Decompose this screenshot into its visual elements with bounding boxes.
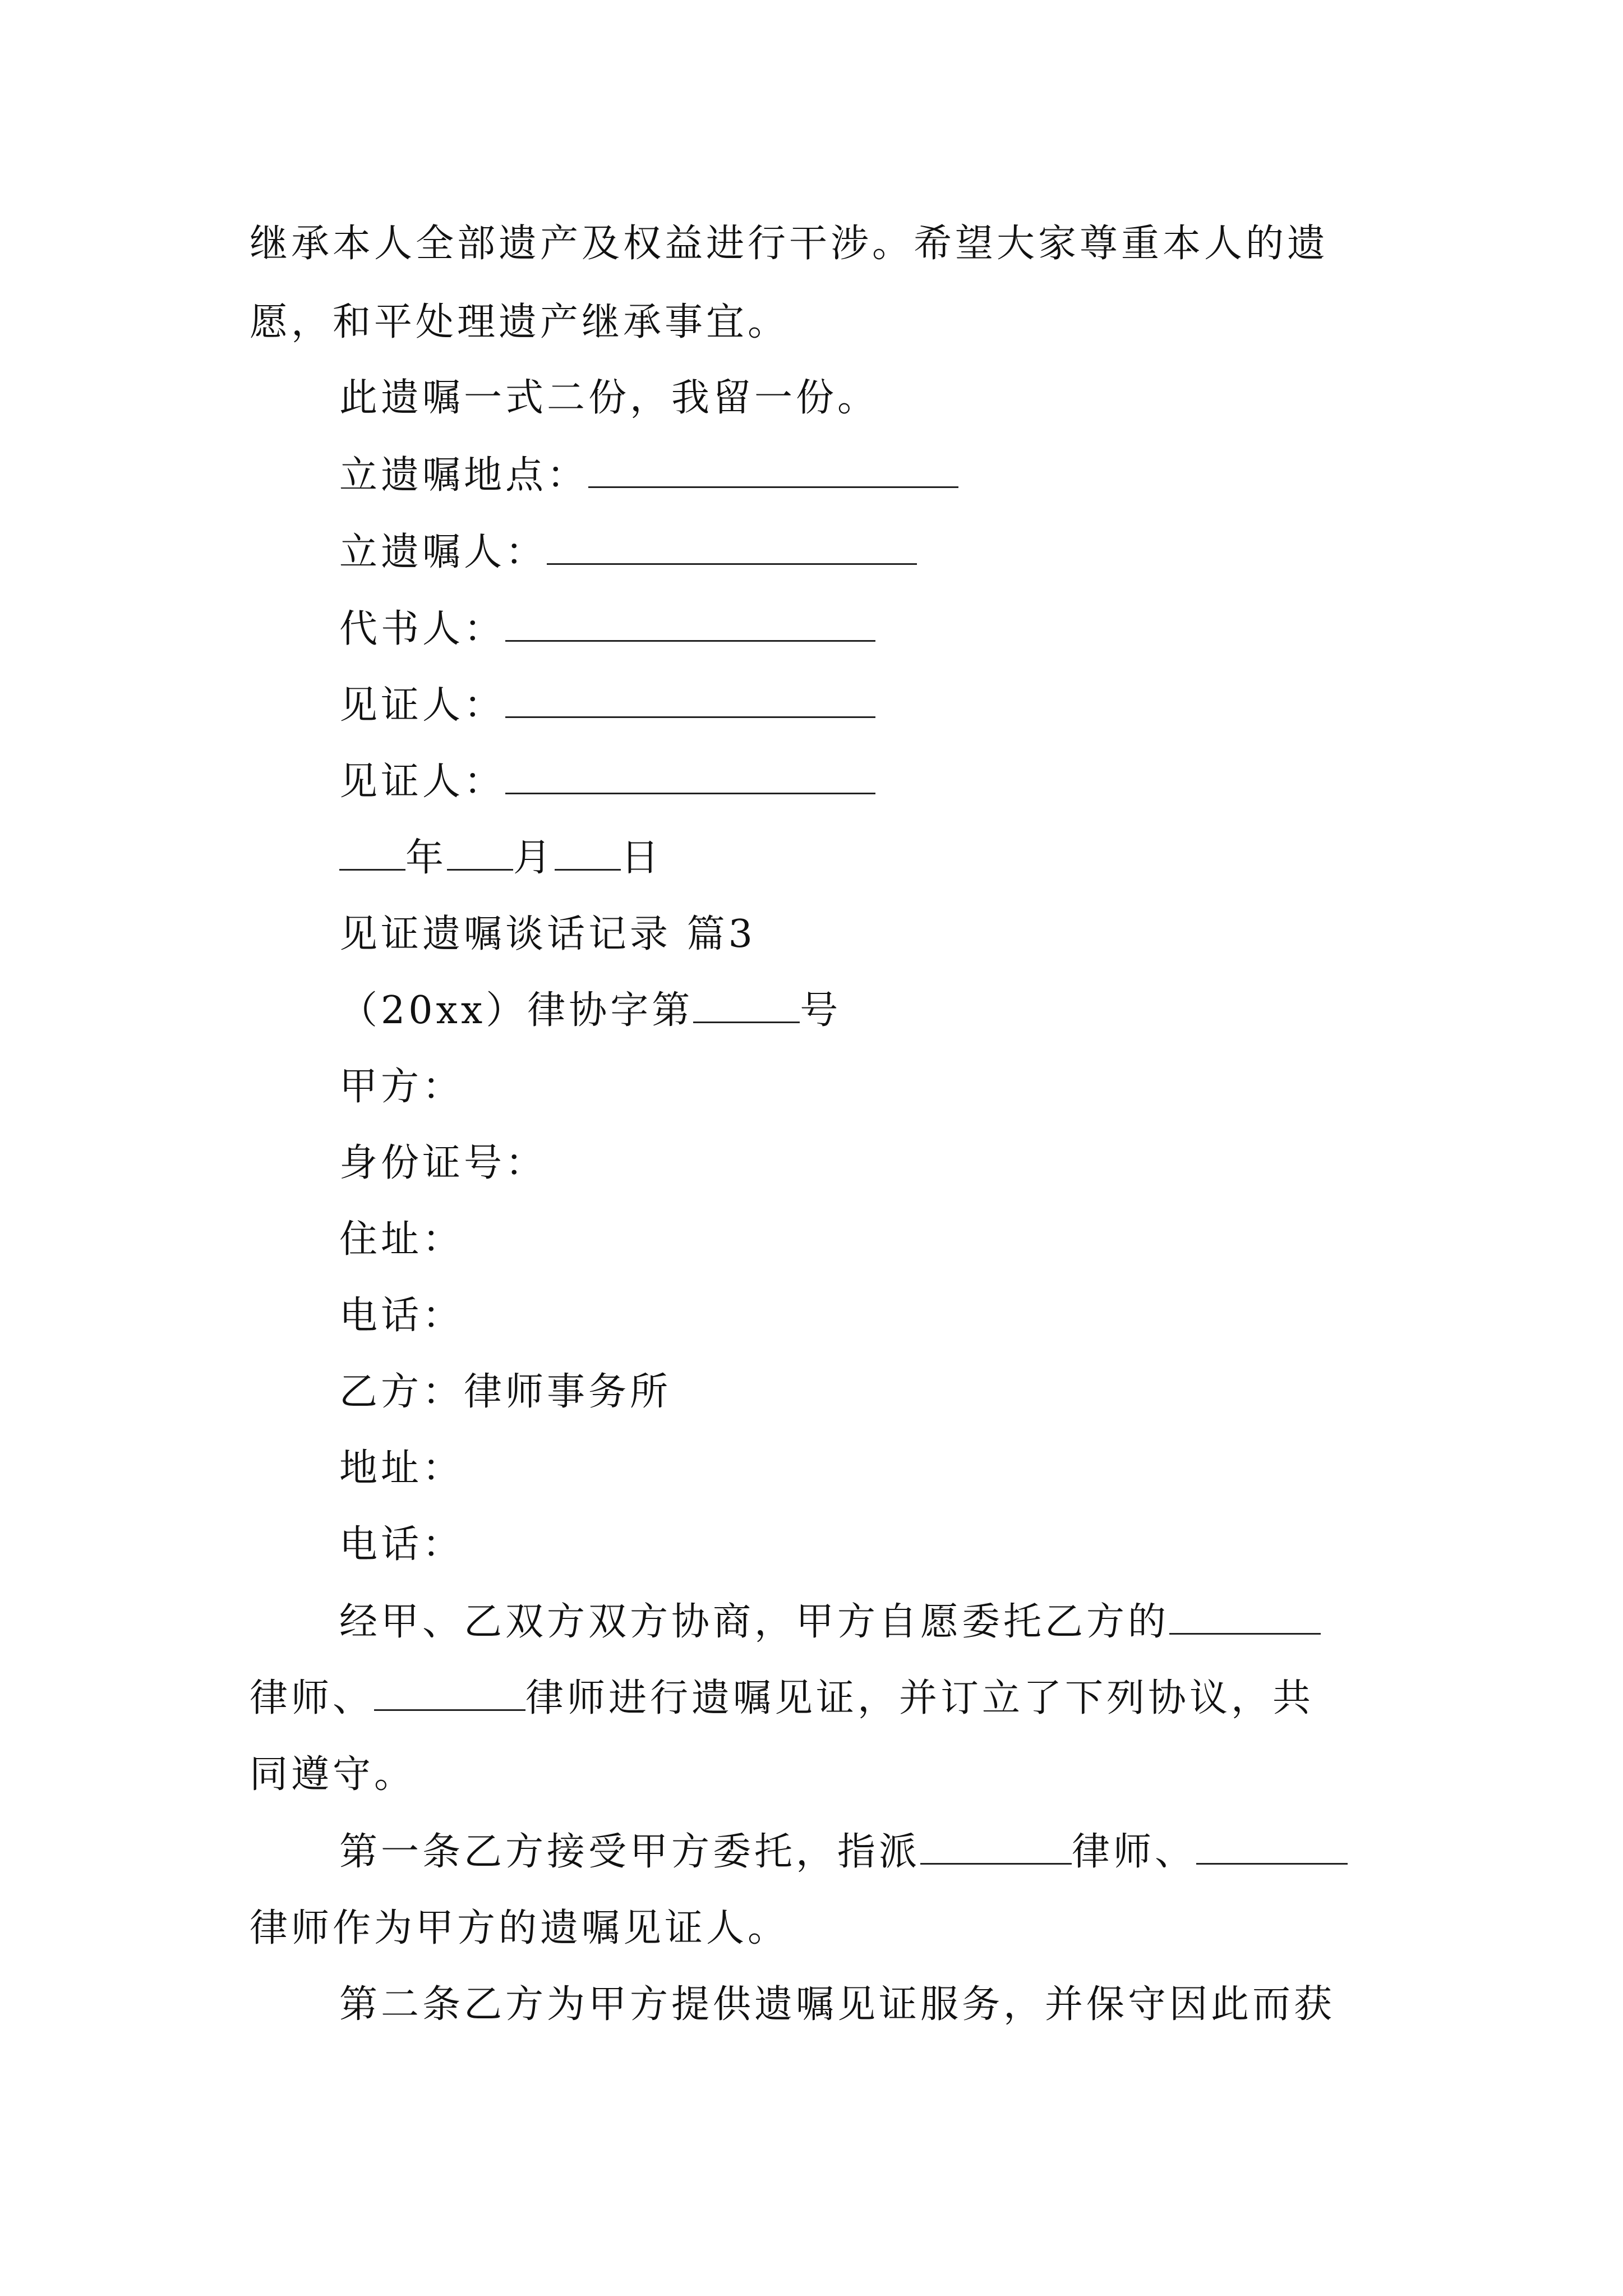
party-a-id-label: 身份证号： [339, 1141, 547, 1185]
proxy-writer-label: 代书人： [339, 607, 506, 651]
lawyer-1-blank[interactable] [1169, 1600, 1321, 1635]
article-1-mid: 律师、 [1072, 1830, 1197, 1874]
testator-field [339, 530, 917, 575]
copies-statement: 此遗嘱一式二份，我留一份。 [339, 376, 879, 420]
proxy-writer-field [339, 607, 875, 652]
month-blank[interactable] [447, 836, 513, 871]
party-b-label: 乙方：律师事务所 [339, 1370, 672, 1414]
agreement-number [339, 988, 841, 1033]
intro-line-1-text: 经甲、乙双方双方协商，甲方自愿委托乙方的 [339, 1600, 1170, 1644]
intro-line-2-b: 律师进行遗嘱见证，并订立了下列协议，共 [525, 1676, 1315, 1720]
witness-1-field [339, 683, 875, 728]
testator-label: 立遗嘱人： [339, 530, 547, 574]
party-a-address-label: 住址： [339, 1217, 464, 1262]
article-1-line-2: 律师作为甲方的遗嘱见证人。 [250, 1906, 790, 1950]
agreement-number-suffix: 号 [800, 988, 842, 1033]
assigned-lawyer-2-blank[interactable] [1196, 1830, 1348, 1865]
proxy-writer-blank[interactable] [505, 608, 875, 642]
will-place-field [339, 453, 958, 498]
intro-line-2-a: 律师、 [250, 1676, 375, 1720]
agreement-number-prefix: （20xx）律协字第 [339, 988, 694, 1033]
article-1-line-1 [339, 1830, 1348, 1875]
party-b-phone-label: 电话： [339, 1522, 464, 1567]
intro-line-1 [339, 1600, 1321, 1645]
testator-blank[interactable] [547, 531, 917, 565]
will-place-label: 立遗嘱地点： [339, 453, 589, 498]
witness-2-blank[interactable] [505, 760, 875, 794]
witness-1-blank[interactable] [505, 684, 875, 718]
day-blank[interactable] [555, 836, 621, 871]
witness-2-field [339, 760, 875, 804]
article-2-line-1: 第二条乙方为甲方提供遗嘱见证服务，并保守因此而获 [339, 1982, 1336, 2027]
intro-line-3: 同遵守。 [250, 1752, 416, 1797]
party-b-address-label: 地址： [339, 1446, 464, 1490]
paragraph-line-1: 继承本人全部遗产及权益进行干涉。希望大家尊重本人的遗 [250, 222, 1329, 266]
article-1-text: 第一条乙方接受甲方委托，指派 [339, 1830, 921, 1874]
paragraph-line-2: 愿，和平处理遗产继承事宜。 [250, 300, 790, 344]
party-a-phone-label: 电话： [339, 1294, 464, 1338]
intro-line-2 [250, 1676, 1314, 1721]
lawyer-2-blank[interactable] [374, 1677, 525, 1711]
day-label: 日 [621, 836, 663, 880]
month-label: 月 [513, 836, 555, 880]
section-title: 见证遗嘱谈话记录 篇3 [339, 912, 756, 956]
date-line [339, 836, 662, 881]
witness-2-label: 见证人： [339, 760, 506, 804]
will-place-blank[interactable] [588, 454, 958, 488]
party-a-label: 甲方： [339, 1065, 464, 1109]
witness-1-label: 见证人： [339, 683, 506, 728]
agreement-number-blank[interactable] [693, 989, 800, 1023]
assigned-lawyer-1-blank[interactable] [920, 1830, 1072, 1865]
year-label: 年 [405, 836, 448, 880]
year-blank[interactable] [339, 836, 405, 871]
